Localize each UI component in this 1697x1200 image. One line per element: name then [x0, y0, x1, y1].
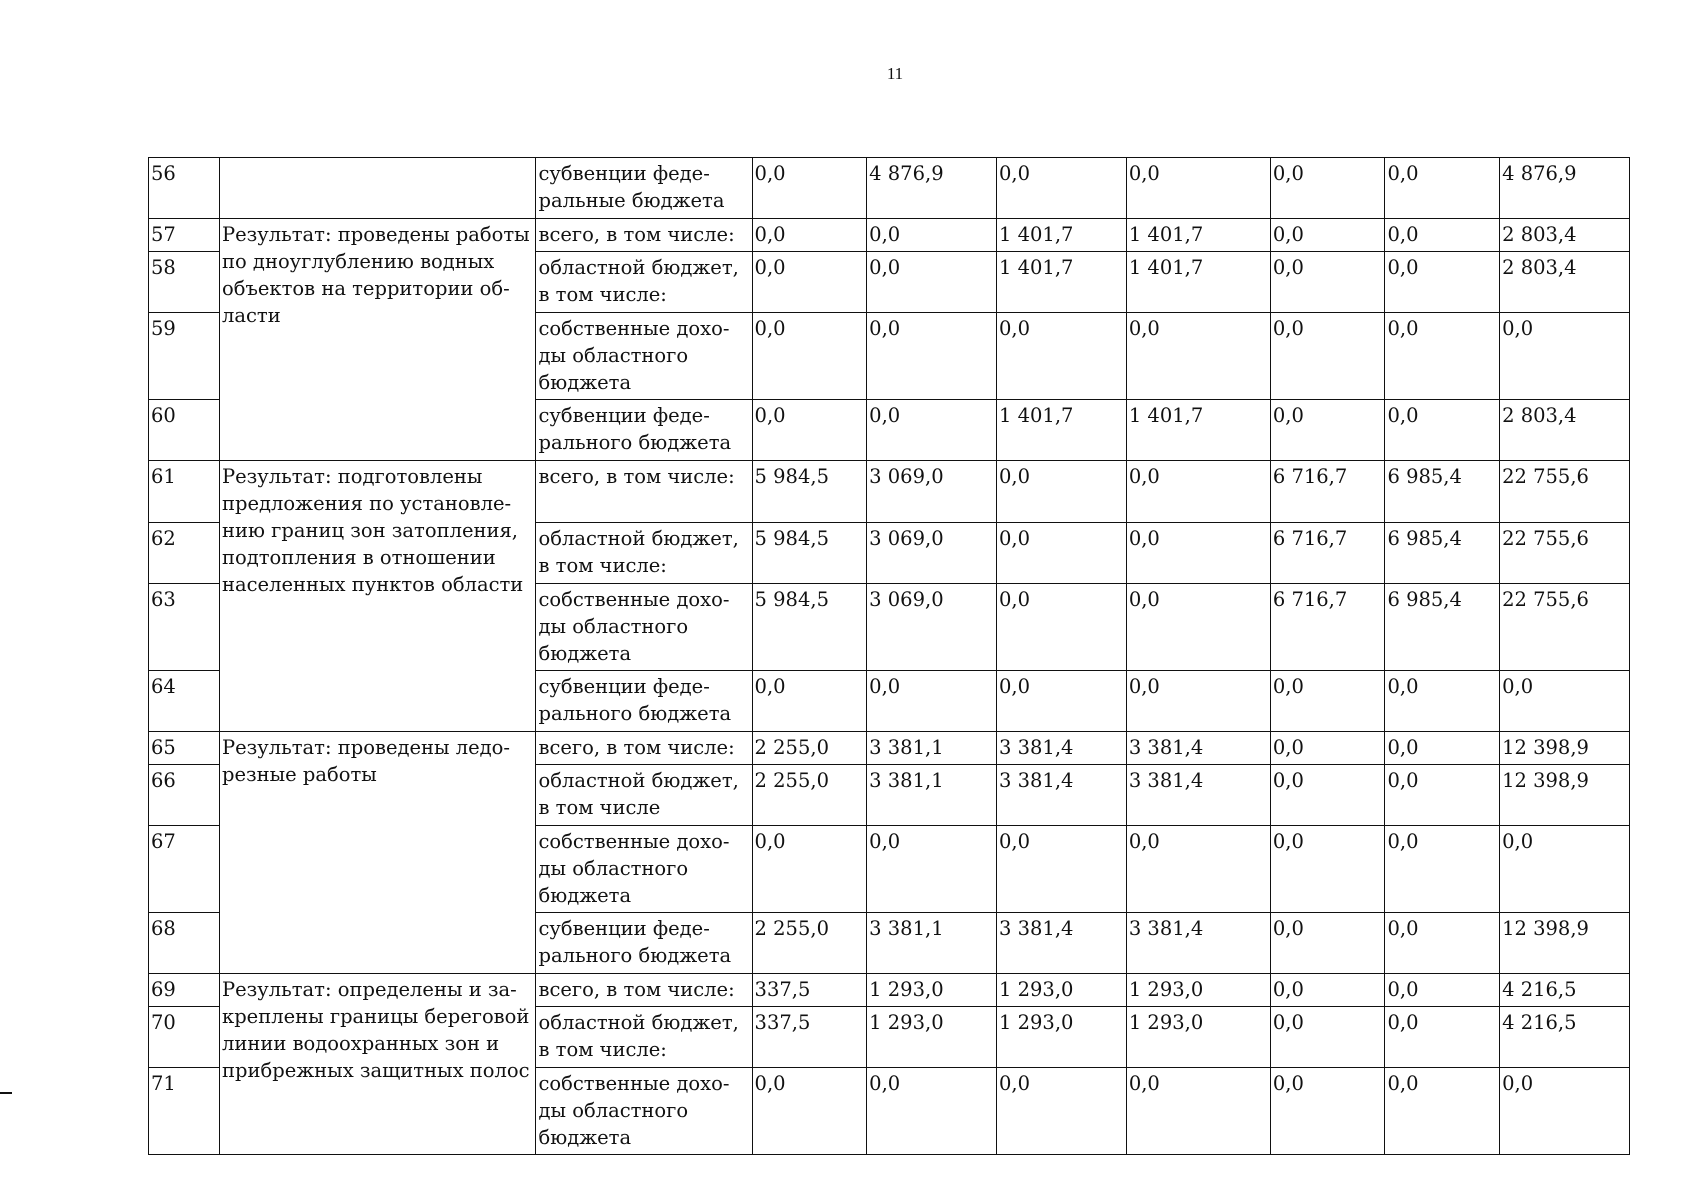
value-cell: 0,0 — [997, 523, 1127, 584]
value-cell: 3 381,4 — [1126, 913, 1270, 974]
budget-table — [148, 157, 1630, 1155]
row-number: 60 — [149, 400, 220, 461]
value-cell: 1 401,7 — [1126, 252, 1270, 313]
row-number: 64 — [149, 671, 220, 732]
funding-source: субвенции феде-рального бюджета — [536, 913, 752, 974]
value-total: 22 755,6 — [1500, 461, 1630, 523]
value-cell: 6 985,4 — [1385, 523, 1500, 584]
value-total: 4 216,5 — [1500, 974, 1630, 1007]
value-cell: 0,0 — [1270, 400, 1385, 461]
value-cell: 0,0 — [1270, 219, 1385, 252]
value-cell: 1 293,0 — [867, 1007, 997, 1068]
value-cell: 3 381,4 — [1126, 765, 1270, 826]
value-cell: 3 381,1 — [867, 765, 997, 826]
value-cell: 3 069,0 — [867, 523, 997, 584]
value-cell: 0,0 — [1270, 671, 1385, 732]
table-row — [149, 219, 1630, 252]
value-cell: 3 381,4 — [997, 732, 1127, 765]
result-description: Результат: проведены работы по дноуглублению водных объектов на территории об-ласти — [220, 219, 536, 461]
value-cell: 5 984,5 — [752, 461, 867, 523]
value-cell: 0,0 — [1385, 765, 1500, 826]
value-cell: 0,0 — [1270, 313, 1385, 400]
value-cell: 0,0 — [1385, 913, 1500, 974]
value-cell: 0,0 — [1385, 1068, 1500, 1155]
value-cell: 337,5 — [752, 1007, 867, 1068]
value-total: 22 755,6 — [1500, 584, 1630, 671]
row-number: 65 — [149, 732, 220, 765]
value-cell: 1 293,0 — [1126, 974, 1270, 1007]
row-number: 59 — [149, 313, 220, 400]
value-cell: 0,0 — [1385, 219, 1500, 252]
value-cell: 1 293,0 — [997, 974, 1127, 1007]
row-number: 61 — [149, 461, 220, 523]
funding-source: собственные дохо-ды областного бюджета — [536, 826, 752, 913]
value-cell: 0,0 — [867, 1068, 997, 1155]
value-total: 4 216,5 — [1500, 1007, 1630, 1068]
value-cell: 0,0 — [1385, 400, 1500, 461]
value-total: 12 398,9 — [1500, 732, 1630, 765]
value-cell: 0,0 — [1270, 765, 1385, 826]
value-cell: 3 381,4 — [997, 765, 1127, 826]
value-cell: 5 984,5 — [752, 584, 867, 671]
value-cell: 0,0 — [997, 1068, 1127, 1155]
value-cell: 0,0 — [1126, 158, 1270, 219]
funding-source: собственные дохо-ды областного бюджета — [536, 584, 752, 671]
result-description: Результат: определены и за-креплены границы береговой линии водоохранных зон и прибрежных защитных полос — [220, 974, 536, 1155]
value-cell: 0,0 — [1126, 826, 1270, 913]
value-cell: 3 381,4 — [1126, 732, 1270, 765]
value-cell: 0,0 — [752, 158, 867, 219]
row-number: 63 — [149, 584, 220, 671]
value-total: 12 398,9 — [1500, 765, 1630, 826]
value-cell: 2 255,0 — [752, 765, 867, 826]
funding-source: субвенции феде-ральные бюджета — [536, 158, 752, 219]
page-number: 11 — [886, 64, 904, 83]
value-cell: 0,0 — [752, 1068, 867, 1155]
value-total: 2 803,4 — [1500, 400, 1630, 461]
row-number: 66 — [149, 765, 220, 826]
value-cell: 337,5 — [752, 974, 867, 1007]
value-cell: 0,0 — [1385, 732, 1500, 765]
value-cell: 1 293,0 — [997, 1007, 1127, 1068]
row-number: 56 — [149, 158, 220, 219]
value-cell: 0,0 — [997, 158, 1127, 219]
value-total: 2 803,4 — [1500, 219, 1630, 252]
value-cell: 0,0 — [1270, 1068, 1385, 1155]
value-cell: 0,0 — [867, 400, 997, 461]
value-total: 0,0 — [1500, 826, 1630, 913]
table-row — [149, 974, 1630, 1007]
row-number: 68 — [149, 913, 220, 974]
value-cell: 0,0 — [1385, 313, 1500, 400]
value-cell: 1 401,7 — [1126, 219, 1270, 252]
funding-source: областной бюджет, в том числе: — [536, 523, 752, 584]
value-cell: 2 255,0 — [752, 913, 867, 974]
row-number: 62 — [149, 523, 220, 584]
result-description: Результат: подготовлены предложения по установле-нию границ зон затопления, подтопления в отношении населенных пунктов области — [220, 461, 536, 732]
value-cell: 0,0 — [1126, 461, 1270, 523]
value-cell: 3 381,4 — [997, 913, 1127, 974]
table-row — [149, 732, 1630, 765]
value-total: 2 803,4 — [1500, 252, 1630, 313]
value-cell: 0,0 — [867, 313, 997, 400]
funding-source: областной бюджет, в том числе: — [536, 252, 752, 313]
value-cell: 0,0 — [867, 252, 997, 313]
value-cell: 0,0 — [1385, 974, 1500, 1007]
value-cell: 6 985,4 — [1385, 584, 1500, 671]
value-cell: 0,0 — [997, 826, 1127, 913]
value-cell: 0,0 — [1270, 1007, 1385, 1068]
funding-source: субвенции феде-рального бюджета — [536, 400, 752, 461]
value-cell: 0,0 — [1270, 913, 1385, 974]
funding-source: всего, в том числе: — [536, 974, 752, 1007]
value-cell: 3 381,1 — [867, 732, 997, 765]
row-number: 71 — [149, 1068, 220, 1155]
value-cell: 0,0 — [1385, 1007, 1500, 1068]
value-cell: 4 876,9 — [867, 158, 997, 219]
value-cell: 0,0 — [1126, 1068, 1270, 1155]
value-cell: 0,0 — [1270, 974, 1385, 1007]
value-cell: 5 984,5 — [752, 523, 867, 584]
value-cell: 6 716,7 — [1270, 461, 1385, 523]
value-cell: 0,0 — [867, 671, 997, 732]
result-description: Результат: проведены ледо-резные работы — [220, 732, 536, 974]
value-cell: 6 716,7 — [1270, 523, 1385, 584]
value-cell: 0,0 — [1270, 158, 1385, 219]
row-number: 57 — [149, 219, 220, 252]
value-cell: 0,0 — [997, 671, 1127, 732]
funding-source: всего, в том числе: — [536, 461, 752, 523]
value-total: 12 398,9 — [1500, 913, 1630, 974]
value-total: 22 755,6 — [1500, 523, 1630, 584]
value-cell: 0,0 — [1126, 313, 1270, 400]
margin-mark — [0, 1092, 12, 1094]
value-cell: 0,0 — [1126, 523, 1270, 584]
funding-source: всего, в том числе: — [536, 732, 752, 765]
row-number: 70 — [149, 1007, 220, 1068]
value-cell: 3 069,0 — [867, 584, 997, 671]
value-total: 0,0 — [1500, 1068, 1630, 1155]
value-cell: 0,0 — [1270, 732, 1385, 765]
value-cell: 1 293,0 — [1126, 1007, 1270, 1068]
value-cell: 3 069,0 — [867, 461, 997, 523]
funding-source: собственные дохо-ды областного бюджета — [536, 1068, 752, 1155]
funding-source: всего, в том числе: — [536, 219, 752, 252]
value-cell: 1 401,7 — [1126, 400, 1270, 461]
value-total: 0,0 — [1500, 313, 1630, 400]
value-cell: 3 381,1 — [867, 913, 997, 974]
value-cell: 0,0 — [752, 400, 867, 461]
value-cell: 0,0 — [997, 461, 1127, 523]
value-cell: 0,0 — [752, 671, 867, 732]
funding-source: собственные дохо-ды областного бюджета — [536, 313, 752, 400]
value-cell: 6 985,4 — [1385, 461, 1500, 523]
value-cell: 1 293,0 — [867, 974, 997, 1007]
row-number: 58 — [149, 252, 220, 313]
value-cell: 0,0 — [1270, 252, 1385, 313]
funding-source: областной бюджет, в том числе — [536, 765, 752, 826]
value-cell: 0,0 — [1385, 826, 1500, 913]
row-number: 67 — [149, 826, 220, 913]
value-cell: 0,0 — [1270, 826, 1385, 913]
value-total: 0,0 — [1500, 671, 1630, 732]
value-cell: 0,0 — [997, 313, 1127, 400]
row-number: 69 — [149, 974, 220, 1007]
value-cell: 0,0 — [1385, 252, 1500, 313]
value-cell: 0,0 — [1385, 158, 1500, 219]
value-cell: 1 401,7 — [997, 400, 1127, 461]
value-cell: 0,0 — [1126, 584, 1270, 671]
value-cell: 2 255,0 — [752, 732, 867, 765]
funding-source: областной бюджет, в том числе: — [536, 1007, 752, 1068]
value-cell: 0,0 — [997, 584, 1127, 671]
value-cell: 0,0 — [752, 252, 867, 313]
value-cell: 0,0 — [752, 219, 867, 252]
value-cell: 1 401,7 — [997, 252, 1127, 313]
value-cell: 0,0 — [752, 826, 867, 913]
result-cell-empty — [220, 158, 536, 219]
value-cell: 0,0 — [1385, 671, 1500, 732]
funding-source: субвенции феде-рального бюджета — [536, 671, 752, 732]
table-row — [149, 158, 1630, 219]
value-cell: 0,0 — [1126, 671, 1270, 732]
value-cell: 1 401,7 — [997, 219, 1127, 252]
value-cell: 6 716,7 — [1270, 584, 1385, 671]
value-cell: 0,0 — [752, 313, 867, 400]
table-row — [149, 461, 1630, 523]
value-cell: 0,0 — [867, 219, 997, 252]
value-cell: 0,0 — [867, 826, 997, 913]
value-total: 4 876,9 — [1500, 158, 1630, 219]
